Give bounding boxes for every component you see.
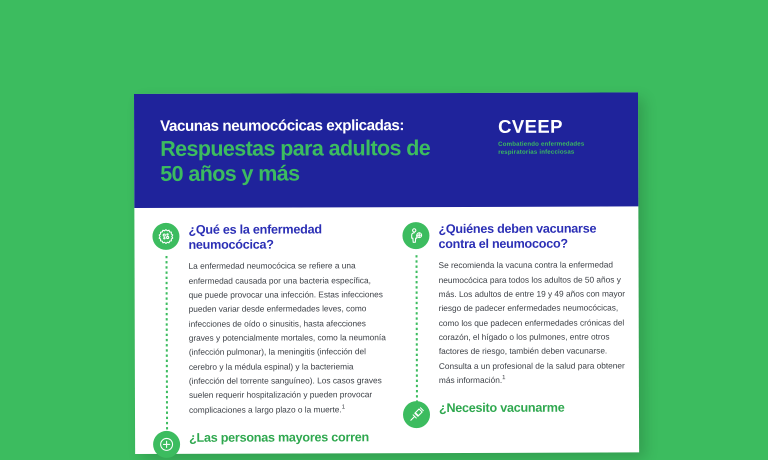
qa-block-what-is-pneumococcal [152, 222, 387, 417]
syringe-icon [403, 401, 430, 428]
header-title-group [160, 117, 490, 187]
qa-block-do-i-need-vaccine [403, 401, 637, 417]
qa-heading: ¿Las personas mayores corren [189, 430, 369, 445]
qa-heading: ¿Quiénes deben vacunarse contra el neumococo? [438, 221, 597, 252]
card-header [134, 92, 638, 208]
qa-body-text [439, 258, 637, 388]
qa-heading: ¿Qué es la enfermedad neumocócica? [188, 222, 322, 252]
left-column [152, 221, 387, 460]
right-column [402, 220, 637, 459]
qa-footnote-marker: 1 [341, 404, 346, 411]
title-main-line1: Respuestas para adultos de [160, 135, 431, 161]
title-kicker: Vacunas neumocócicas explicadas: [160, 117, 405, 135]
dotted-connector [165, 256, 168, 433]
title-main-line2: 50 años y más [160, 161, 300, 187]
logo-tagline-line1: Combatiendo enfermedades [498, 140, 585, 148]
person-vaccine-icon [402, 222, 429, 249]
qa-body-text [189, 258, 387, 416]
cveep-logo [498, 117, 584, 158]
logo-tagline-line2: respiratorias infecciosas [498, 148, 575, 156]
qa-body-paragraph: La enfermedad neumocócica se refiere a una enfermedad causada por una bacteria específica, que puede provocar una infección. Estas infecciones pueden variar desde enfermedades leves, como infecciones de oído o sinusitis, hasta afecciones graves y potencialmente mortales, como la neumonía (infección pulmonar), la meningitis (infección del cerebro y la médula espinal) y la bacteriemia (infección del torrente sanguíneo). Los casos graves suelen requerir hospitalización y pueden provocar complicaciones a largo plazo o la muerte. [188, 260, 386, 415]
card-body [134, 206, 639, 460]
infographic-card [134, 92, 639, 454]
bacteria-icon [152, 223, 179, 250]
logo-wordmark: CVEEP [498, 115, 563, 137]
qa-heading: ¿Necesito vacunarme [438, 400, 565, 416]
qa-block-older-adults-risk [153, 430, 387, 446]
qa-block-who-should-vaccinate [402, 221, 637, 387]
qa-footnote-marker: 1 [502, 375, 506, 382]
dotted-connector [415, 255, 417, 403]
qa-body-paragraph: Se recomienda la vacuna contra la enfermedad neumocócica para todos los adultos de 50 años y más. Los adultos de entre 19 y 49 años con mayor riesgo de padecer enfermedades neumocócicas, como los que padecen enfermedades crónicas del corazón, el hígado o los pulmones, entre otros factores de riesgo, también deben vacunarse. Consulta a un profesional de la salud para obtener más información. [438, 259, 626, 386]
elderly-risk-icon [153, 431, 180, 458]
